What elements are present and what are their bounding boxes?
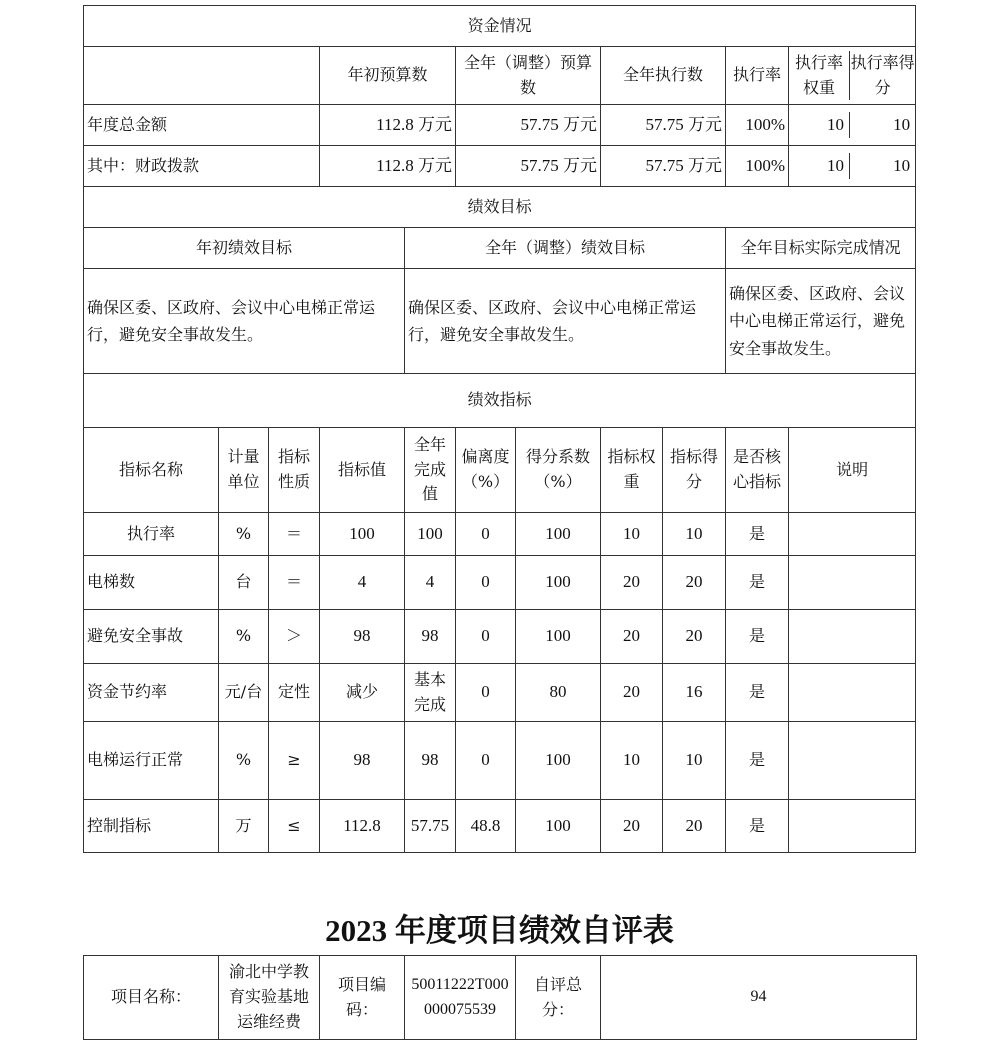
project-code-value: 50011222T000000075539 [405,956,516,1040]
ind-core: 是 [726,556,789,610]
ind-score: 10 [663,513,726,556]
ind-core: 是 [726,610,789,664]
funds-header-rate: 执行率 [726,47,789,105]
funds-row-adjusted: 57.75 万元 [456,146,601,187]
ind-coef: 80 [516,664,601,722]
ind-core: 是 [726,664,789,722]
ind-name: 电梯数 [84,556,219,610]
funds-row-weight: 10 [789,153,850,179]
funds-header-weight: 执行率权重 [789,51,850,101]
ind-header-weight: 指标权重 [601,428,663,513]
ind-actual: 98 [405,722,456,800]
ind-note [789,513,916,556]
goals-adjusted-text: 确保区委、区政府、会议中心电梯正常运行，避免安全事故发生。 [405,269,726,374]
funds-header-initial: 年初预算数 [320,47,456,105]
funds-row-rate: 100% [726,146,789,187]
funds-row-executed: 57.75 万元 [601,146,726,187]
ind-coef: 100 [516,513,601,556]
ind-name: 资金节约率 [84,664,219,722]
ind-score: 20 [663,610,726,664]
goals-header-actual: 全年目标实际完成情况 [726,228,916,269]
ind-nature: ＝ [269,513,320,556]
funds-row-initial: 112.8 万元 [320,105,456,146]
ind-header-nature: 指标性质 [269,428,320,513]
indicators-section-title: 绩效指标 [84,374,916,428]
ind-core: 是 [726,800,789,853]
ind-header-unit: 计量单位 [219,428,269,513]
ind-nature: ≥ [269,722,320,800]
ind-unit: % [219,610,269,664]
funds-section-title: 资金情况 [84,6,916,47]
ind-target: 100 [320,513,405,556]
ind-note [789,800,916,853]
goals-section-title: 绩效目标 [84,187,916,228]
ind-note [789,610,916,664]
ind-note [789,556,916,610]
funds-header-executed: 全年执行数 [601,47,726,105]
ind-note [789,664,916,722]
ind-deviation: 48.8 [456,800,516,853]
ind-nature: 定性 [269,664,320,722]
funds-header-score: 执行率得分 [850,52,915,97]
ind-nature: ≤ [269,800,320,853]
ind-core: 是 [726,513,789,556]
ind-weight: 10 [601,722,663,800]
ind-header-core: 是否核心指标 [726,428,789,513]
funds-row-label: 年度总金额 [84,105,320,146]
funds-row-weight: 10 [789,112,850,138]
ind-header-score: 指标得分 [663,428,726,513]
funds-row-score: 10 [893,114,911,134]
ind-core: 是 [726,722,789,800]
ind-header-coef: 得分系数（%） [516,428,601,513]
ind-name: 电梯运行正常 [84,722,219,800]
funds-row-adjusted: 57.75 万元 [456,105,601,146]
ind-weight: 20 [601,800,663,853]
ind-unit: 元/台 [219,664,269,722]
goals-header-initial: 年初绩效目标 [84,228,405,269]
ind-actual: 100 [405,513,456,556]
ind-weight: 20 [601,664,663,722]
funds-row-weight-score [789,146,916,187]
project-name-value: 渝北中学教育实验基地运维经费 [219,956,320,1040]
goals-initial-text: 确保区委、区政府、会议中心电梯正常运行，避免安全事故发生。 [84,269,405,374]
ind-weight: 20 [601,556,663,610]
ind-actual: 4 [405,556,456,610]
funds-row-executed: 57.75 万元 [601,105,726,146]
ind-actual: 基本完成 [405,664,456,722]
ind-nature: ＝ [269,556,320,610]
ind-name: 控制指标 [84,800,219,853]
ind-target: 减少 [320,664,405,722]
funds-row-weight-score [789,105,916,146]
ind-unit: 万 [219,800,269,853]
ind-header-actual: 全年完成值 [405,428,456,513]
ind-unit: 台 [219,556,269,610]
form-title: 2023 年度项目绩效自评表 [325,913,674,948]
ind-unit: % [219,722,269,800]
ind-coef: 100 [516,722,601,800]
ind-note [789,722,916,800]
performance-table [83,5,916,853]
funds-row-rate: 100% [726,105,789,146]
goals-actual-text: 确保区委、区政府、会议中心电梯正常运行，避免安全事故发生。 [726,269,916,374]
ind-header-name: 指标名称 [84,428,219,513]
ind-coef: 100 [516,610,601,664]
funds-header-adjusted: 全年（调整）预算数 [456,47,601,105]
project-info-table [83,955,917,1040]
ind-deviation: 0 [456,664,516,722]
ind-score: 10 [663,722,726,800]
ind-header-deviation: 偏离度（%） [456,428,516,513]
ind-score: 20 [663,556,726,610]
self-score-label: 自评总分： [516,956,601,1040]
ind-deviation: 0 [456,610,516,664]
ind-score: 16 [663,664,726,722]
ind-name: 避免安全事故 [84,610,219,664]
funds-header-blank [84,47,320,105]
ind-name: 执行率 [84,513,219,556]
funds-header-weight-score [789,47,916,105]
ind-weight: 10 [601,513,663,556]
ind-actual: 57.75 [405,800,456,853]
ind-target: 98 [320,610,405,664]
ind-target: 112.8 [320,800,405,853]
ind-deviation: 0 [456,556,516,610]
ind-target: 98 [320,722,405,800]
ind-header-note: 说明 [789,428,916,513]
ind-target: 4 [320,556,405,610]
self-score-value: 94 [601,956,917,1040]
ind-coef: 100 [516,800,601,853]
ind-header-target: 指标值 [320,428,405,513]
ind-unit: % [219,513,269,556]
project-code-label: 项目编码： [320,956,405,1040]
project-name-label: 项目名称： [84,956,219,1040]
ind-score: 20 [663,800,726,853]
ind-actual: 98 [405,610,456,664]
ind-deviation: 0 [456,722,516,800]
goals-header-adjusted: 全年（调整）绩效目标 [405,228,726,269]
funds-row-initial: 112.8 万元 [320,146,456,187]
funds-row-score: 10 [893,155,911,175]
ind-nature: ＞ [269,610,320,664]
ind-deviation: 0 [456,513,516,556]
funds-row-label: 其中：财政拨款 [84,146,320,187]
ind-weight: 20 [601,610,663,664]
ind-coef: 100 [516,556,601,610]
